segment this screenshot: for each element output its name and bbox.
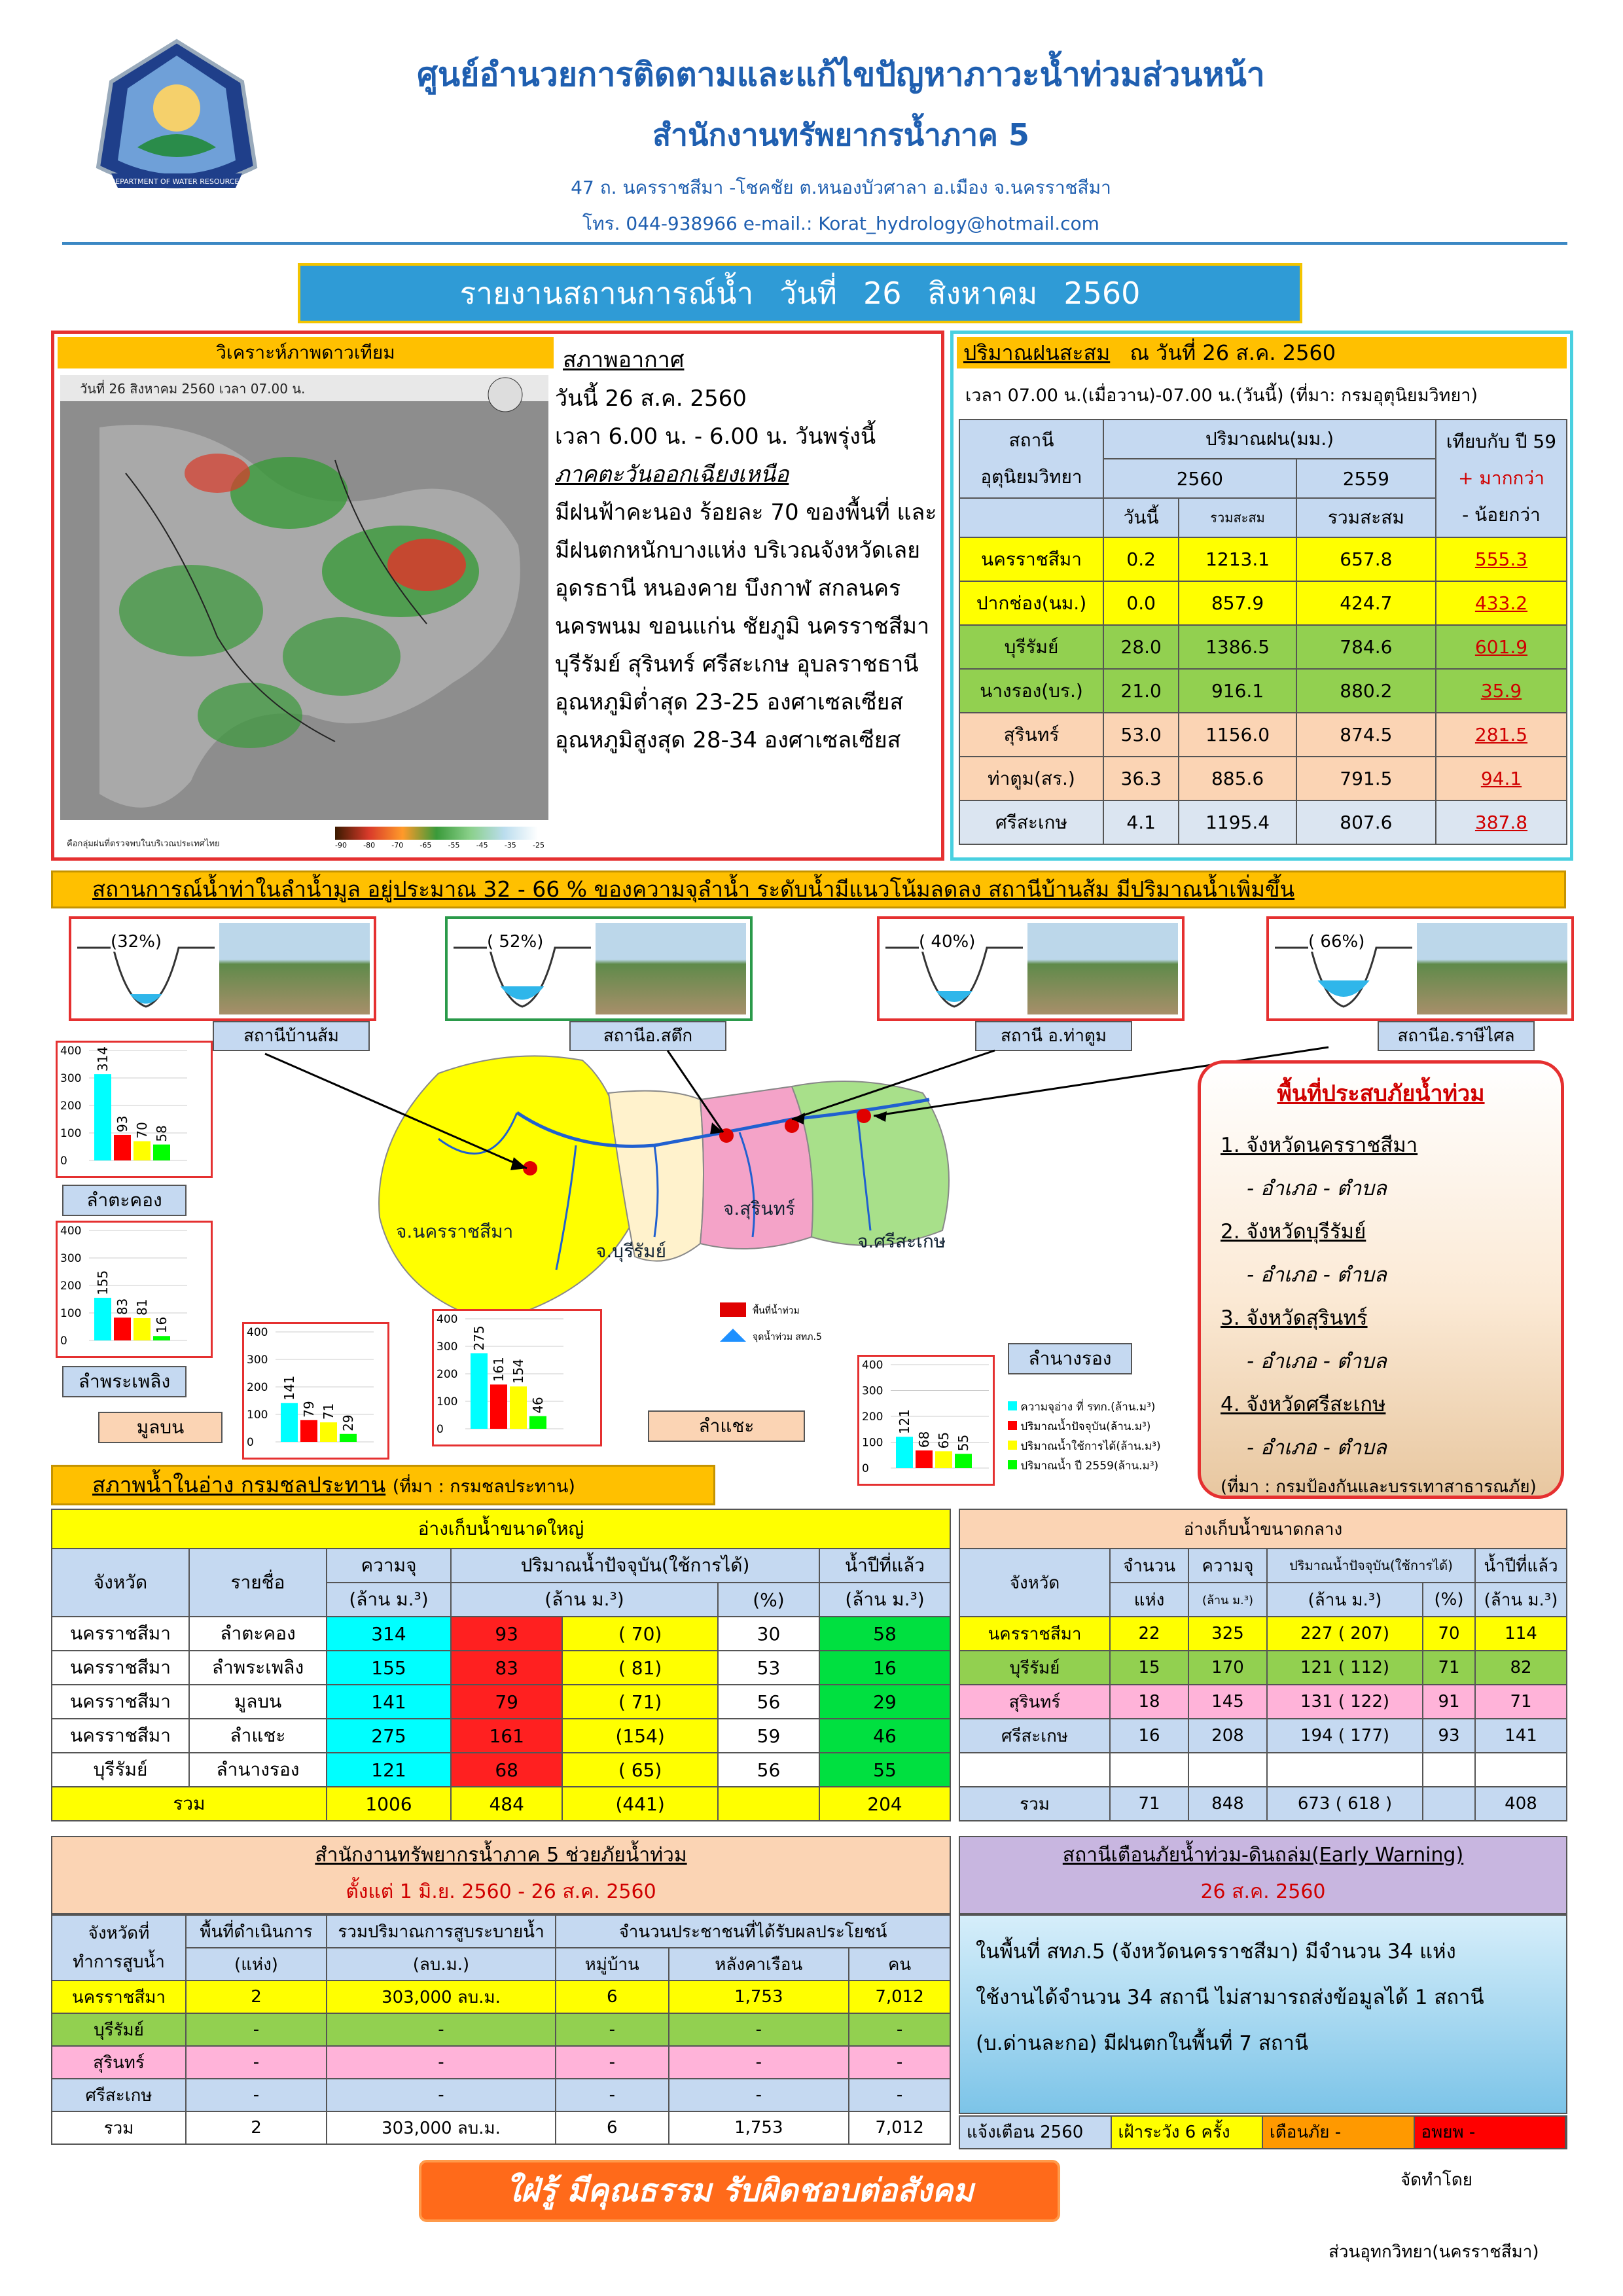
y-tick-label: 0: [247, 1436, 254, 1449]
station-label: สถานีบ้านส้ม: [213, 1021, 370, 1051]
station-label: สถานี อ.ท่าตูม: [975, 1021, 1132, 1051]
reservoir-chart: [857, 1355, 995, 1486]
flood-detail: - อำเภอ - ตำบล: [1247, 1350, 1387, 1373]
flood-province: 4. จังหวัดศรีสะเกษ: [1221, 1393, 1386, 1416]
weather-region: ภาคตะวันออกเฉียงเหนือ: [555, 461, 789, 488]
bar-ใช้การได้: [935, 1451, 952, 1468]
chart-title: ลำนางรอง: [1008, 1343, 1132, 1374]
bar-label: 29: [340, 1414, 356, 1431]
y-tick-label: 200: [437, 1368, 458, 1381]
office-contact: โทร. 044-938966 e-mail.: Korat_hydrology@hotmail.com: [582, 213, 1099, 234]
warning-status-bar: [959, 2115, 1567, 2149]
reservoir-row: นครราชสีมา ลำแชะ 275 161 (154) 59 46: [52, 1719, 950, 1753]
bar-ใช้การได้: [320, 1422, 337, 1442]
made-by-label: จัดทำโดย: [1400, 2170, 1472, 2190]
banner-label: รายงานสถานการณ์น้ำ: [459, 275, 754, 311]
bar-label: 275: [471, 1325, 487, 1351]
col-compare: เทียบกับ ปี 59 + มากกว่า - น้อยกว่า: [1436, 420, 1567, 537]
bar-label: 46: [530, 1397, 546, 1414]
reservoir-row: นครราชสีมา 22 325 227 ( 207) 70 114: [959, 1617, 1567, 1651]
bar-label: 68: [916, 1431, 932, 1448]
bar-ปี 2559: [153, 1336, 170, 1340]
large-reservoir-table: อ่างเก็บน้ำขนาดใหญ่ จังหวัด รายชื่อ ความจุ ปริมาณน้ำปัจจุบัน(ใช้การได้) น้ำปีที่แล้ว (ล้าน ม.³) (ล้าน ม.³) (%) (ล้าน ม.³) นครราชสีมา ลำตะคอง 314 93 ( 70) 30 58 นครราชสีมา ลำพระเพลิง 155 83 ( 81) 53 16 นครราชสีมา มูลบน 141 79 ( 71) 56 29 นครราชสีมา ลำแชะ 275 161 (154) 59 46 บุรีรัมย์ ลำนางรอง 121 68 ( 65) 56 55 รวม 1006 484 (441) 204: [51, 1509, 951, 1821]
y-tick-label: 400: [862, 1359, 883, 1372]
banner-month: สิงหาคม: [927, 275, 1038, 311]
weather-line: วันนี้ 26 ส.ค. 2560: [555, 386, 747, 412]
bar-ปี 2559: [153, 1145, 170, 1160]
bar-label: 155: [95, 1270, 111, 1295]
large-table-title: อ่างเก็บน้ำขนาดใหญ่: [52, 1509, 950, 1549]
map-label-sisaket: จ.ศรีสะเกษ: [857, 1230, 946, 1252]
y-tick-label: 300: [60, 1252, 82, 1265]
warning-level: เฝ้าระวัง 6 ครั้ง: [1112, 2117, 1264, 2148]
rainfall-row: นครราชสีมา 0.2 1213.1 657.8 555.3: [959, 537, 1567, 581]
weather-body: อุดรธานี หนองคาย บึงกาฬ สกลนคร: [555, 575, 901, 601]
banner-day-label: วันที่: [779, 275, 837, 311]
y-tick-label: 400: [60, 1045, 82, 1058]
bar-label: 161: [491, 1357, 507, 1382]
y-tick-label: 200: [60, 1100, 82, 1113]
flood-province: 3. จังหวัดสุรินทร์: [1221, 1306, 1368, 1330]
weather-body: อุณหภูมิสูงสุด 28-34 องศาเซลเซียส: [555, 727, 901, 753]
warning-date: 26 ส.ค. 2560: [1200, 1880, 1326, 1903]
satellite-legend: คือกลุ่มฝนที่ตรวจพบในบริเวณประเทศไทย: [67, 839, 220, 849]
bar-label: 314: [95, 1046, 111, 1072]
y-tick-label: 0: [862, 1462, 869, 1475]
bar-label: 81: [134, 1299, 150, 1316]
bar-ความจุ: [281, 1403, 298, 1442]
map-legend-flood: พื้นที่น้ำท่วม: [753, 1306, 800, 1316]
bar-label: 79: [301, 1401, 317, 1418]
pumping-title: สำนักงานทรัพยากรน้ำภาค 5 ช่วยภัยน้ำท่วม: [315, 1844, 687, 1867]
y-tick-label: 300: [862, 1384, 883, 1398]
rainfall-row: สุรินทร์ 53.0 1156.0 874.5 281.5: [959, 713, 1567, 757]
flood-area-title: พื้นที่ประสบภัยน้ำท่วม: [1277, 1081, 1485, 1107]
map-label-nakhon: จ.นครราชสีมา: [396, 1221, 514, 1242]
chart-title: ลำพระเพลิง: [62, 1366, 187, 1397]
bar-ความจุ: [94, 1298, 111, 1340]
reservoir-row: สุรินทร์ 18 145 131 ( 122) 91 71: [959, 1685, 1567, 1719]
bar-label: 55: [955, 1434, 971, 1452]
y-tick-label: 0: [437, 1423, 444, 1436]
office-address: 47 ถ. นครราชสีมา -โชคชัย ต.หนองบัวศาลา อ.เมือง จ.นครราชสีมา: [571, 177, 1111, 198]
page-subtitle: สำนักงานทรัพยากรน้ำภาค 5: [652, 117, 1029, 152]
y-tick-label: 100: [60, 1127, 82, 1140]
weather-body: มีฝนตกหนักบางแห่ง บริเวณจังหวัดเลย: [555, 537, 921, 564]
warning-body: ในพื้นที่ สทภ.5 (จังหวัดนครราชสีมา) มีจำนวน 34 แห่ง ใช้งานได้จำนวน 34 สถานี ไม่สามารถส่งข้อมูลได้ 1 สถานี (บ.ด่านละกอ) มีฝนตกในพื้นที่ 7 สถานี: [959, 1914, 1567, 2114]
warning-title: สถานีเตือนภัยน้ำท่วม-ดินถล่ม(Early Warning): [1062, 1844, 1464, 1867]
pumping-row: สุรินทร์ - - - - -: [52, 2046, 950, 2079]
pumping-row: บุรีรัมย์ - - - - -: [52, 2013, 950, 2046]
rainfall-date: ณ วันที่ 26 ส.ค. 2560: [1130, 340, 1336, 365]
satellite-title: วิเคราะห์ภาพดาวเทียม: [58, 337, 554, 368]
bar-ความจุ: [471, 1354, 488, 1429]
rainfall-period: เวลา 07.00 น.(เมื่อวาน)-07.00 น.(วันนี้) (ที่มา: กรมอุตุนิยมวิทยา): [965, 386, 1478, 406]
bar-label: 83: [115, 1298, 130, 1316]
warning-level: เตือนภัย -: [1263, 2117, 1415, 2148]
flood-detail: - อำเภอ - ตำบล: [1247, 1436, 1387, 1460]
banner-year: 2560: [1063, 276, 1141, 311]
bar-ปัจจุบัน: [300, 1420, 317, 1442]
flood-detail: - อำเภอ - ตำบล: [1247, 1263, 1387, 1287]
reservoir-chart: [242, 1322, 389, 1460]
y-tick-label: 400: [60, 1225, 82, 1238]
bar-ปี 2559: [340, 1434, 357, 1442]
map-legend-station: จุดน้ำท่วม สทภ.5: [753, 1332, 822, 1342]
bar-label: 71: [321, 1403, 336, 1420]
y-tick-label: 100: [862, 1436, 883, 1450]
weather-body: มีฝนฟ้าคะนอง ร้อยละ 70 ของพื้นที่ และ: [555, 499, 937, 526]
map-label-surin: จ.สุรินทร์: [723, 1198, 796, 1219]
reservoir-row: นครราชสีมา ลำตะคอง 314 93 ( 70) 30 58: [52, 1617, 950, 1651]
bar-ใช้การได้: [134, 1141, 151, 1160]
flood-source: (ที่มา : กรมป้องกันและบรรเทาสาธารณภัย): [1221, 1477, 1537, 1497]
bar-ปัจจุบัน: [916, 1450, 933, 1468]
bar-label: 70: [134, 1122, 150, 1139]
weather-title: สภาพอากาศ: [563, 347, 685, 373]
y-tick-label: 0: [60, 1335, 67, 1348]
y-tick-label: 300: [247, 1354, 268, 1367]
y-tick-label: 100: [437, 1395, 458, 1408]
bar-ปัจจุบัน: [114, 1135, 131, 1160]
col-station: สถานี อุตุนิยมวิทยา: [959, 420, 1103, 498]
reservoir-row: นครราชสีมา มูลบน 141 79 ( 71) 56 29: [52, 1685, 950, 1719]
rainfall-row: ปากช่อง(นม.) 0.0 857.9 424.7 433.2: [959, 581, 1567, 625]
bar-label: 58: [154, 1125, 169, 1142]
reservoir-chart: [56, 1041, 213, 1178]
y-tick-label: 200: [60, 1280, 82, 1293]
reservoir-row: นครราชสีมา ลำพระเพลิง 155 83 ( 81) 53 16: [52, 1651, 950, 1685]
logo-text: DEPARTMENT OF WATER RESOURCES: [109, 177, 244, 186]
warning-header: [959, 1836, 1567, 1914]
rainfall-table: สถานี อุตุนิยมวิทยา ปริมาณฝน(มม.) เทียบกับ ปี 59 + มากกว่า - น้อยกว่า 2560 2559 วันนี้ รวมสะสม รวมสะสม นครราชสีมา 0.2 1213.1 657.8 555.3 ปากช่อง(นม.) 0.0 857.9 424.7 433.2 บุรีรัมย์ 28.0 1386.5 784.6 601.9 นางรอง(บร.) 21.0 916.1 880.2 35.9 สุรินทร์ 53.0 1156.0 874.5 281.5 ท่าตูม(สร.) 36.3 885.6 791.5 94.1 ศรีสะเกษ 4.1 1195.4 807.6 387.8: [959, 419, 1567, 845]
y-tick-label: 100: [60, 1307, 82, 1320]
y-tick-label: 200: [247, 1381, 268, 1394]
flood-province: 1. จังหวัดนครราชสีมา: [1221, 1134, 1418, 1157]
bar-label: 65: [936, 1431, 952, 1449]
weather-body: อุณหภูมิต่ำสุด 23-25 องศาเซลเซียส: [555, 689, 904, 715]
bar-label: 16: [154, 1316, 169, 1334]
rainfall-title-text: ปริมาณฝนสะสม: [963, 340, 1111, 365]
y-tick-label: 400: [247, 1326, 268, 1339]
pumping-period: ตั้งแต่ 1 มิ.ย. 2560 - 26 ส.ค. 2560: [346, 1880, 656, 1903]
chart-title: มูลบน: [98, 1412, 223, 1443]
warning-level: แจ้งเตือน 2560: [960, 2117, 1112, 2148]
satellite-timestamp: วันที่ 26 สิงหาคม 2560 เวลา 07.00 น.: [80, 381, 306, 397]
bar-ใช้การได้: [134, 1318, 151, 1340]
satellite-scale-labels: -90 -80 -70 -65 -55 -45 -35 -25: [335, 841, 544, 850]
pumping-row: ศรีสะเกษ - - - - -: [52, 2079, 950, 2111]
flood-area-panel: [1198, 1060, 1564, 1499]
reservoir-chart: [432, 1309, 602, 1446]
bar-ใช้การได้: [510, 1386, 527, 1429]
bar-ปัจจุบัน: [114, 1318, 131, 1340]
reservoir-row: ศรีสะเกษ 16 208 194 ( 177) 93 141: [959, 1719, 1567, 1753]
medium-table-title: อ่างเก็บน้ำขนาดกลาง: [959, 1509, 1567, 1549]
y-tick-label: 0: [60, 1155, 67, 1168]
made-by-unit: ส่วนอุทกวิทยา(นครราชสีมา): [1329, 2242, 1539, 2262]
bar-label: 141: [281, 1375, 297, 1401]
weather-line: เวลา 6.00 น. - 6.00 น. วันพรุ่งนี้: [555, 423, 876, 450]
reservoir-row: บุรีรัมย์ 15 170 121 ( 112) 71 82: [959, 1651, 1567, 1685]
river-banner: สถานการณ์น้ำท่าในลำน้ำมูล อยู่ประมาณ 32 - 66 % ของความจุลำน้ำ ระดับน้ำมีแนวโน้มลดลง สถานีบ้านส้ม มีปริมาณน้ำเพิ่มขึ้น: [51, 870, 1566, 908]
y-tick-label: 300: [437, 1340, 458, 1354]
station-percent: ( 52%): [487, 932, 544, 952]
chart-title: ลำแชะ: [648, 1410, 805, 1442]
weather-body: นครพนม ขอนแก่น ชัยภูมิ นครราชสีมา: [555, 613, 930, 639]
bar-ความจุ: [896, 1437, 913, 1468]
station-percent: ( 40%): [919, 932, 976, 952]
bar-label: 93: [115, 1115, 130, 1132]
bar-label: 121: [897, 1409, 912, 1435]
bar-label: 154: [510, 1359, 526, 1384]
bar-ปี 2559: [955, 1454, 972, 1468]
rainfall-row: ศรีสะเกษ 4.1 1195.4 807.6 387.8: [959, 800, 1567, 844]
reservoir-row: บุรีรัมย์ ลำนางรอง 121 68 ( 65) 56 55: [52, 1753, 950, 1787]
bar-ปัจจุบัน: [490, 1384, 507, 1429]
medium-reservoir-table: อ่างเก็บน้ำขนาดกลาง จังหวัด จำนวน ความจุ ปริมาณน้ำปัจจุบัน(ใช้การได้) น้ำปีที่แล้ว แห่ง (ล้าน ม.³) (ล้าน ม.³) (%) (ล้าน ม.³) นครราชสีมา 22 325 227 ( 207) 70 114 บุรีรัมย์ 15 170 121 ( 112) 71 82 สุรินทร์ 18 145 131 ( 122) 91 71 ศรีสะเกษ 16 208 194 ( 177) 93 141 รวม 71 848 673 ( 618 ) 408: [959, 1509, 1567, 1821]
warning-level: อพยพ -: [1415, 2117, 1567, 2148]
y-tick-label: 300: [60, 1072, 82, 1085]
bar-ความจุ: [94, 1074, 111, 1160]
rainfall-row: บุรีรัมย์ 28.0 1386.5 784.6 601.9: [959, 625, 1567, 669]
reservoir-title: สภาพน้ำในอ่าง กรมชลประทาน (ที่มา : กรมชลประทาน): [51, 1465, 715, 1505]
y-tick-label: 100: [247, 1408, 268, 1422]
flood-detail: - อำเภอ - ตำบล: [1247, 1177, 1387, 1200]
station-label: สถานีอ.ราษีไศล: [1378, 1021, 1535, 1051]
station-percent: ( 66%): [1308, 932, 1365, 952]
y-tick-label: 400: [437, 1313, 458, 1326]
map-label-buriram: จ.บุรีรัมย์: [596, 1240, 667, 1262]
station-percent: (32%): [111, 932, 162, 952]
banner-day: 26: [863, 276, 902, 311]
station-label: สถานีอ.สตึก: [569, 1021, 726, 1051]
chart-legend: ความจุอ่าง ที่ รทก.(ล้าน.ม³) ปริมาณน้ำปัจจุบัน(ล้าน.ม³) ปริมาณน้ำใช้การได้(ล้าน.ม³) ปริมาณน้ำ ปี 2559(ล้าน.ม³): [1008, 1397, 1161, 1476]
flood-province: 2. จังหวัดบุรีรัมย์: [1221, 1220, 1366, 1244]
pumping-table: จังหวัดที่ ทำการสูบน้ำ พื้นที่ดำเนินการ รวมปริมาณการสูบระบายน้ำ จำนวนประชาชนที่ได้รับผลประโยชน์ (แห่ง) (ลบ.ม.) หมู่บ้าน หลังคาเรือน คน นครราชสีมา 2 303,000 ลบ.ม. 6 1,753 7,012 บุรีรัมย์ - - - - - สุรินทร์ - - - - - ศรีสะเกษ - - - - - รวม 2 303,000 ลบ.ม. 6 1,753 7,012: [51, 1914, 951, 2145]
motto-banner: ใฝ่รู้ มีคุณธรรม รับผิดชอบต่อสังคม: [419, 2160, 1060, 2222]
reservoir-chart: [56, 1221, 213, 1358]
pumping-row: นครราชสีมา 2 303,000 ลบ.ม. 6 1,753 7,012: [52, 1981, 950, 2013]
y-tick-label: 200: [862, 1410, 883, 1424]
chart-title: ลำตะคอง: [62, 1185, 187, 1216]
bar-ปี 2559: [529, 1416, 546, 1429]
weather-body: บุรีรัมย์ สุรินทร์ ศรีสะเกษ อุบลราชธานี: [555, 651, 919, 677]
rainfall-row: ท่าตูม(สร.) 36.3 885.6 791.5 94.1: [959, 757, 1567, 800]
page-title: ศูนย์อำนวยการติดตามและแก้ไขปัญหาภาวะน้ำท่วมส่วนหน้า: [417, 56, 1265, 94]
pumping-header: [51, 1836, 951, 1914]
rainfall-row: นางรอง(บร.) 21.0 916.1 880.2 35.9: [959, 669, 1567, 713]
